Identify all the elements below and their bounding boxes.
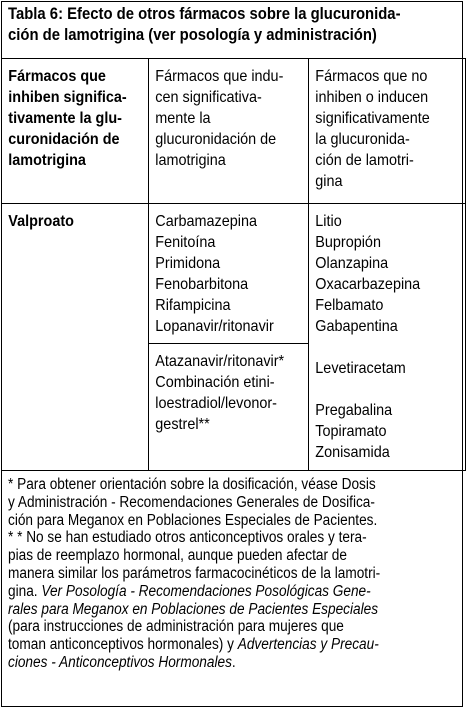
footnote-line: y Administración - Recomendaciones Generales de Dosifica- [8, 493, 375, 511]
drug-name: Gabapentina [315, 318, 398, 335]
title-line-1: Tabla 6: Efecto de otros fármacos sobre la glucuronida- [8, 5, 401, 23]
drug-valproato: Valproato [8, 213, 74, 230]
footnote-line [8, 583, 406, 601]
header-non-inducers [309, 59, 466, 204]
header-line: curonidación de [8, 131, 120, 148]
header-line: inhiben significa- [8, 89, 127, 106]
drug-name: gestrel** [155, 416, 210, 433]
drug-name: Olanzapina [315, 255, 389, 272]
inhibitors-cell [2, 204, 149, 471]
footnote-line [8, 654, 406, 672]
header-line: significativamente [315, 110, 430, 127]
drug-name: Fenobarbitona [155, 276, 249, 293]
drug-name: Litio [315, 213, 342, 230]
drug-name: Levetiracetam [315, 360, 406, 377]
drug-name: Carbamazepina [155, 213, 257, 230]
header-line: Fármacos que [8, 68, 106, 85]
drug-name: Primidona [155, 255, 221, 272]
drug-name: Fenitoína [155, 234, 216, 251]
footnote-line: pias de reemplazo hormonal, aunque pueden afectar de [8, 547, 347, 565]
footnote-line: ción para Meganox en Poblaciones Especiales de Pacientes. [8, 511, 378, 529]
drug-name: Atazanavir/ritonavir* [155, 353, 285, 370]
header-line: Fármacos que no [315, 68, 428, 85]
header-line: glucuronidación de [155, 131, 277, 148]
header-line: la glucuronida- [315, 131, 410, 148]
drug-name: Rifampicina [155, 297, 231, 314]
footnote-italic: Ver Posología - Recomendaciones Posológicas Gene- [41, 582, 371, 600]
footnote-text: gina. [8, 582, 42, 600]
non-inducers-cell [309, 204, 466, 471]
drug-name: Oxacarbazepina [315, 276, 421, 293]
drug-name: Bupropión [315, 234, 381, 251]
header-line: lamotrigina [155, 152, 226, 169]
spacer [315, 379, 446, 400]
spacer [315, 337, 446, 358]
inducers-group-2 [149, 344, 309, 471]
footnote-text: toman anticonceptivos hormonales) y [8, 636, 238, 654]
drug-name: Pregabalina [315, 402, 393, 419]
header-line: gina [315, 173, 343, 190]
title-line-2: ción de lamotrigina (ver posología y administración) [8, 26, 377, 44]
drug-interaction-table [1, 58, 466, 471]
footnote-line: manera similar los parámetros farmacocinéticos de la lamotri- [8, 564, 381, 582]
footnote-line: (para instrucciones de administración para mujeres que [8, 618, 344, 636]
header-line: ción de lamotri- [315, 152, 414, 169]
footnote-italic: ciones - Anticonceptivos Hormonales [8, 653, 232, 671]
header-line: inhiben o inducen [315, 89, 429, 106]
footnote-line: * Para obtener orientación sobre la dosificación, véase Dosis [8, 476, 376, 493]
footnote-italic: Advertencias y Precau- [237, 636, 379, 654]
footnote-text: . [231, 653, 236, 671]
footnote-italic: rales para Meganox en Poblaciones de Pacientes Especiales [8, 600, 379, 618]
footnotes [8, 476, 406, 672]
footnote-line [8, 601, 406, 619]
header-line: mente la [155, 110, 211, 127]
footnote-line: * * No se han estudiado otros anticonceptivos orales y tera- [8, 529, 367, 547]
inducers-group-1 [149, 204, 309, 344]
drug-name: Zonisamida [315, 444, 390, 461]
drug-name: Felbamato [315, 297, 384, 314]
drug-name: Topiramato [315, 423, 387, 440]
drug-name: Combinación etini- [155, 374, 275, 391]
header-inducers [149, 59, 309, 204]
header-line: lamotrigina [8, 152, 86, 169]
header-line: Fármacos que indu- [155, 68, 284, 85]
drug-name: loestradiol/levonor- [155, 395, 277, 412]
footnote-line [8, 636, 406, 654]
table-body-row [2, 204, 466, 344]
header-line: cen significativa- [155, 89, 262, 106]
header-inhibitors [2, 59, 149, 204]
table-title [8, 4, 415, 46]
table-header-row [2, 59, 466, 204]
drug-name: Lopanavir/ritonavir [155, 318, 274, 335]
header-line: tivamente la glu- [8, 110, 122, 127]
